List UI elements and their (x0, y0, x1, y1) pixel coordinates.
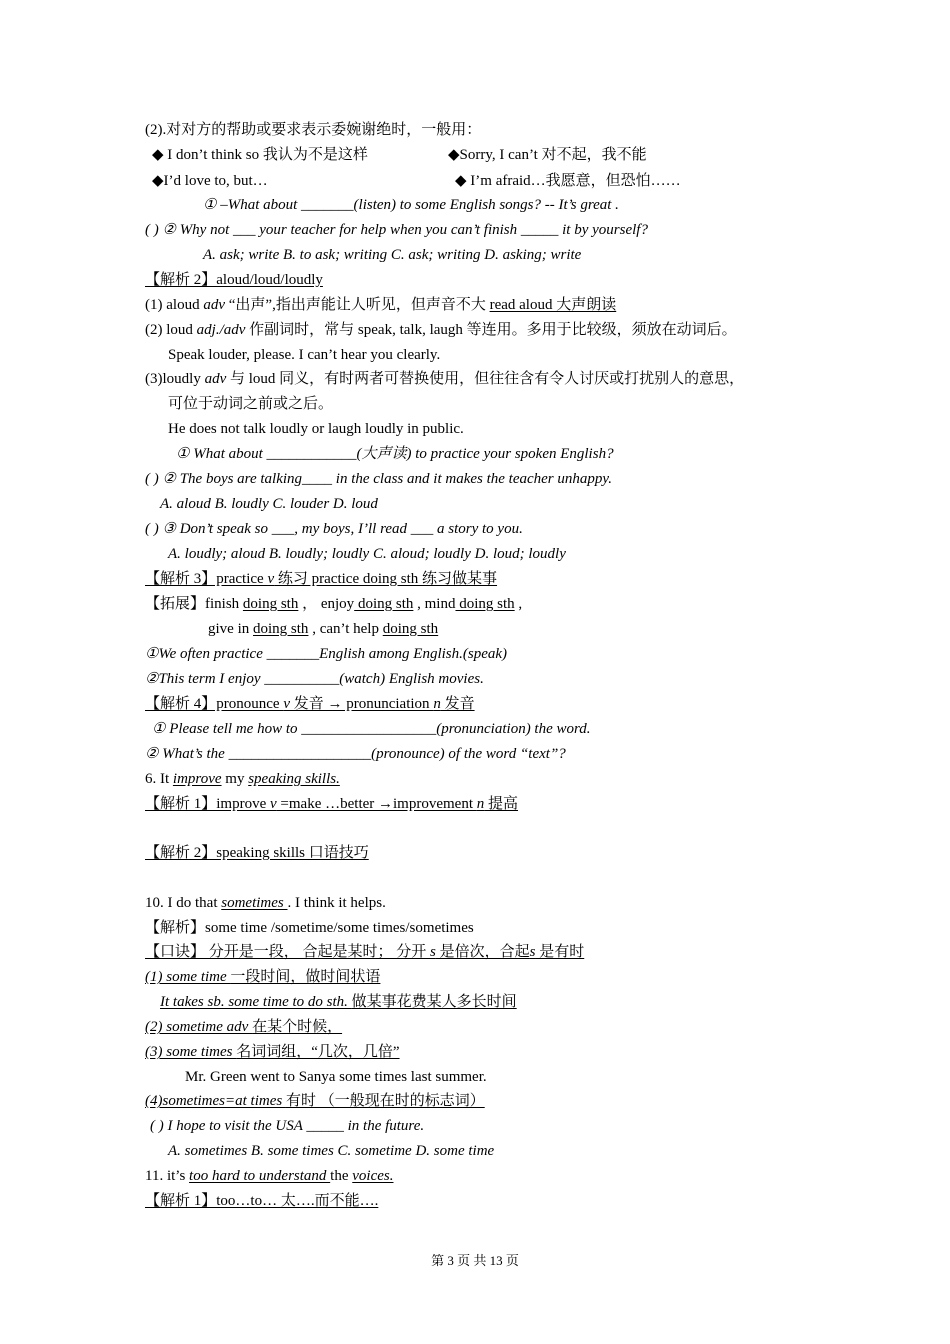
text-segment: A. sometimes B. some times C. sometime D. some time (168, 1143, 495, 1159)
text-segment: read aloud 大声朗读 (489, 297, 617, 313)
text-line (150, 1116, 424, 1136)
text-line (145, 220, 648, 240)
text-line (168, 394, 333, 414)
text-segment: 【解析 4】pronounce (145, 696, 284, 712)
text-segment: doing sth (242, 596, 299, 612)
text-segment: 【拓展】finish (145, 596, 243, 612)
text-line (208, 619, 438, 639)
text-line (145, 369, 744, 389)
text-segment: s (430, 944, 436, 960)
text-segment: 发音 → pronunciation (289, 696, 434, 712)
text-line (152, 145, 647, 165)
text-line (168, 345, 440, 365)
text-segment: 有时 （一般现在时的标志词） (285, 1093, 485, 1109)
text-segment: ◆ I’m afraid…我愿意，但恐怕…… (455, 173, 681, 189)
text-line (145, 270, 323, 290)
text-segment: 【解析】some time /sometime/some times/sometimes (145, 920, 474, 936)
text-segment: ② What’s the ___________________(pronounce) of the word “text”? (145, 746, 566, 762)
text-line (160, 494, 378, 514)
text-line (145, 694, 475, 714)
text-segment: n (433, 696, 441, 712)
text-segment: adv (204, 371, 227, 387)
text-segment: 在某个时候， (252, 1019, 343, 1035)
text-segment: 与 loud 同义，有时两者可替换使用，但往往含有令人讨厌或打扰别人的意思， (226, 371, 745, 387)
text-line (145, 569, 497, 589)
text-segment: ◆ I don’t think so 我认为不是这样 (152, 147, 368, 163)
text-line (168, 1141, 494, 1161)
text-line (145, 918, 474, 938)
text-line (145, 893, 386, 913)
text-segment: ( ) ② The boys are talking____ in the class and it makes the teacher unhappy. (145, 471, 612, 487)
text-segment: ①We often practice _______English among English.(speak) (145, 646, 508, 662)
text-line (145, 1091, 485, 1111)
text-segment: (4)sometimes=at times (145, 1093, 286, 1109)
text-segment: the (330, 1168, 353, 1184)
text-segment: 是有时 (535, 944, 585, 960)
text-segment: (1) aloud (145, 297, 204, 313)
text-segment: adv (203, 297, 225, 313)
text-segment: adj./adv (196, 322, 246, 338)
text-segment: s (529, 944, 536, 960)
text-line (176, 444, 614, 464)
text-segment: 发音 (440, 696, 475, 712)
text-segment: (2) loud (145, 322, 197, 338)
text-line (152, 171, 681, 191)
page-footer: 第 3 页 共 13 页 (431, 1253, 519, 1268)
text-segment: v (270, 796, 277, 812)
text-segment: He does not talk loudly or laugh loudly in public. (168, 421, 464, 437)
text-segment: Mr. Green went to Sanya some times last summer. (185, 1069, 487, 1085)
text-line (145, 843, 369, 863)
text-segment: 【口诀】 分开是一段， 合起是某时； 分开 (145, 944, 431, 960)
text-segment: voices. (352, 1168, 394, 1184)
text-line (203, 245, 581, 265)
text-line (145, 295, 616, 315)
text-line (145, 769, 340, 789)
text-segment: 做某事花费某人多长时间 (351, 994, 517, 1010)
text-segment: ( ) I hope to visit the USA _____ in the future. (150, 1118, 425, 1134)
text-segment: ① Please tell me how to __________________(pronunciation) the word. (152, 721, 591, 737)
text-segment: speaking skills. (248, 771, 340, 787)
text-segment: , can’t help (308, 621, 383, 637)
text-line (145, 519, 523, 539)
text-segment: n (476, 796, 485, 812)
text-segment: , mind (413, 596, 456, 612)
text-line (145, 594, 522, 614)
text-segment: “出声”,指出声能让人听见，但声音不大 (225, 297, 490, 313)
text-line (185, 1067, 487, 1087)
text-line (145, 1017, 342, 1037)
text-line (145, 1042, 400, 1062)
text-line (145, 942, 584, 962)
text-segment: 是倍次，合起 (435, 944, 530, 960)
text-segment: give in (208, 621, 253, 637)
text-segment: too hard to understand (189, 1168, 331, 1184)
text-segment: It takes sb. some time to do sth. (160, 994, 352, 1010)
text-segment: . I think it helps. (287, 895, 386, 911)
text-line (152, 719, 591, 739)
text-segment: doing sth (354, 596, 414, 612)
text-segment: ◆I’d love to, but… (152, 173, 268, 189)
text-line (145, 644, 507, 664)
text-line (203, 195, 619, 215)
text-segment: doing sth (253, 621, 309, 637)
text-segment: =make …better →improvement (276, 796, 477, 812)
text-segment: Speak louder, please. I can’t hear you clearly. (168, 347, 441, 363)
text-line (145, 794, 518, 814)
text-segment: 名词词组，“几次，几倍” (236, 1044, 400, 1060)
text-segment: 一段时间，做时间状语 (230, 969, 381, 985)
text-segment: (3)loudly (145, 371, 205, 387)
text-segment: 提高 (484, 796, 519, 812)
text-segment: ， enjoy (298, 596, 355, 612)
text-line (160, 992, 517, 1012)
text-line (145, 669, 484, 689)
text-line (145, 1191, 378, 1211)
text-segment: ②This term I enjoy __________(watch) English movies. (145, 671, 484, 687)
text-line (145, 320, 737, 340)
text-segment: v (283, 696, 290, 712)
text-segment: (2) sometime adv (145, 1019, 253, 1035)
text-segment: A. ask; write B. to ask; writing C. ask; writing D. asking; write (203, 247, 582, 263)
text-segment: 可位于动词之前或之后。 (168, 396, 334, 412)
text-segment: 【解析 2】speaking skills 口语技巧 (145, 845, 369, 861)
text-line (145, 120, 481, 140)
text-segment: sometimes (221, 895, 288, 911)
text-line (168, 419, 464, 439)
text-segment: my (221, 771, 249, 787)
text-line (145, 469, 612, 489)
text-segment: ( ) ③ Don’t speak so ___, my boys, I’ll read ___ a story to you. (145, 521, 523, 537)
text-line (145, 967, 380, 987)
text-segment: (1) some time (145, 969, 231, 985)
text-segment: v (267, 571, 275, 587)
text-segment: 【解析 2】aloud/loud/loudly (145, 272, 323, 288)
text-segment: 6. It (145, 771, 173, 787)
text-segment: 11. it’s (145, 1168, 190, 1184)
text-segment: , (514, 596, 523, 612)
text-segment: A. loudly; aloud B. loudly; loudly C. aloud; loudly D. loud; loudly (168, 546, 566, 562)
text-segment: 10. I do that (145, 895, 222, 911)
text-segment: ( ) ② Why not ___ your teacher for help when you can’t finish _____ it by yourself? (145, 222, 648, 238)
text-segment: doing sth (455, 596, 515, 612)
text-line (168, 544, 566, 564)
text-segment: (2).对对方的帮助或要求表示委婉谢绝时，一般用： (145, 122, 482, 138)
text-segment: 【解析 1】too…to… 太….而不能…. (145, 1193, 379, 1209)
text-segment: ① What about ____________(大声读) to practice your spoken English? (176, 446, 614, 462)
text-segment: 练习 practice doing sth 练习做某事 (274, 571, 498, 587)
text-segment: ① –What about _______(listen) to some English songs? -- It’s great . (203, 197, 619, 213)
text-segment: 【解析 3】practice (145, 571, 268, 587)
text-segment: (3) some times (145, 1044, 237, 1060)
text-segment: improve (172, 771, 222, 787)
text-segment: doing sth (382, 621, 439, 637)
text-segment: ◆Sorry, I can’t 对不起，我不能 (448, 147, 647, 163)
text-segment: 作副词时，常与 speak, talk, laugh 等连用。多用于比较级，须放在动词后。 (245, 322, 737, 338)
text-segment: 【解析 1】improve (145, 796, 270, 812)
text-segment: A. aloud B. loudly C. louder D. loud (160, 496, 378, 512)
text-line (145, 744, 566, 764)
text-line (145, 1166, 393, 1186)
